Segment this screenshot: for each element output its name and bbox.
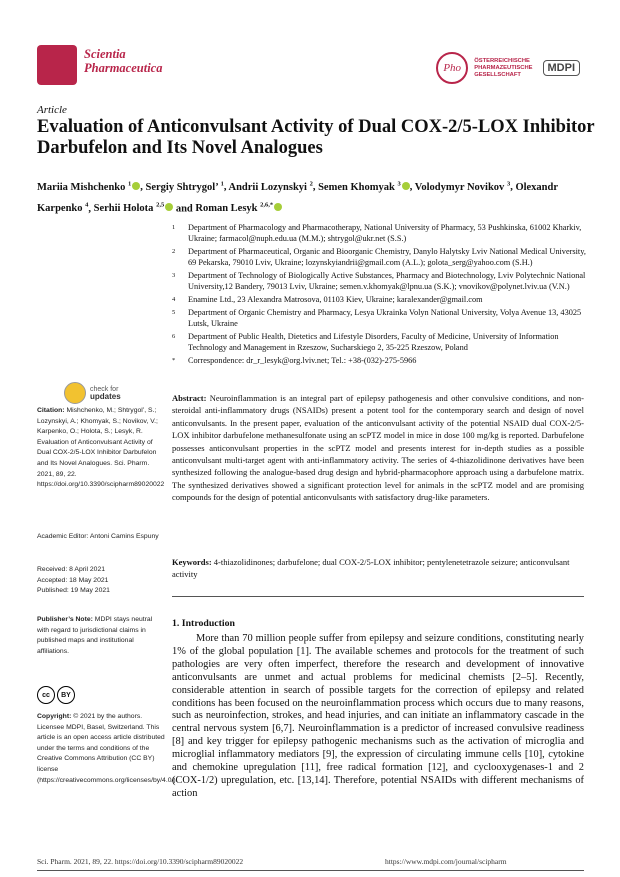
orcid-icon[interactable] (402, 182, 410, 190)
author-name[interactable]: Mariia Mishchenko $^1$ (37, 182, 140, 193)
affiliation-marker: 2 (172, 248, 176, 255)
author-affiliation-marker: 2,6,* (260, 201, 274, 209)
dates-block: Received: 8 April 2021 Accepted: 18 May 2021 Published: 19 May 2021 (37, 566, 110, 595)
citation-block: Citation: Mishchenko, M.; Shtrygol’, S.; Lozynskyi, A.; Khomyak, S.; Novikov, V.; Karpenko, O.; Holota, S.; Lesyk, R. Evaluation of Anticonvulsant Activity of Dual COX-2/5-LOX Inhibitor Darbufelon and Its Novel Analogues. Sci. Pharm. 2021, 89, 22. https://doi.org/10.3390/scipharm89020022 (37, 407, 165, 489)
author-name[interactable]: Roman Lesyk $^{2,6,*}$ (195, 203, 282, 214)
affiliation-text: Department of Pharmaceutical, Organic and Bioorganic Chemistry, Danylo Halytsky Lviv National Medical University, 69 Pekarska, 79010 Lviv, Ukraine; lozynskyiandrii@gmail.com (A.L.); golota_serg@yahoo.com (S.H.) (188, 247, 586, 267)
journal-logo (37, 45, 77, 85)
affiliation-text: Department of Pharmacology and Pharmacotherapy, National University of Pharmacy, 53 Pushkinska, 61002 Kharkiv, Ukraine; farmacol@nuph.edu.ua (M.M.); shtrygol@ukr.net (S.S.) (188, 223, 582, 243)
author-affiliation-marker: 1 (220, 180, 224, 187)
orcid-icon[interactable] (274, 203, 282, 211)
mdpi-logo[interactable]: MDPI (543, 60, 581, 76)
affiliation-item (172, 294, 592, 305)
affiliation-marker: 1 (172, 224, 176, 231)
article-title: Evaluation of Anticonvulsant Activity of Dual COX-2/5-LOX Inhibitor Darbufelon and Its Novel Analogues (37, 117, 595, 158)
footer-journal-link[interactable]: https://www.mdpi.com/journal/scipharm (385, 857, 507, 866)
section-heading: 1. Introduction (172, 618, 235, 629)
author-affiliation-marker: 3 (506, 180, 511, 187)
affiliation-text: Department of Public Health, Dietetics and Lifestyle Disorders, Faculty of Medicine, University of Information Technology and Management in Rzeszow, Sucharskiego 2, 35-225 Rzeszow, Poland (188, 332, 559, 352)
author-list: Mariia Mishchenko $^1$ , Sergiy Shtrygol’ $^1$, Andrii Lozynskyi $^2$, Semen Khomyak $^3$ , Volodymyr Novikov $^3$, Olexandr Karpenko $^4$, Serhii Holota $^{2,5}$ and Roman Lesyk $^{2,6,*}$ (37, 180, 558, 214)
affiliation-item (172, 246, 592, 268)
cc-icon: cc (37, 686, 55, 704)
author-affiliation-marker: 3 (397, 180, 401, 187)
author-affiliation-marker: 1 (128, 180, 132, 187)
by-icon: BY (57, 686, 75, 704)
pho-name: ÖSTERREICHISCHE PHARMAZEUTISCHE GESELLSCHAFT (474, 57, 533, 78)
affiliation-marker: 5 (172, 309, 176, 316)
footer-citation: Sci. Pharm. 2021, 89, 22. https://doi.org/10.3390/scipharm89020022 (37, 857, 244, 866)
copyright-block: Copyright: © 2021 by the authors. Licensee MDPI, Basel, Switzerland. This article is an open access article distributed under the terms and conditions of the Creative Commons Attribution (CC BY) license (https://creativecommons.org/licenses/by/4.0/). (37, 713, 178, 784)
affiliation-marker: 6 (172, 333, 176, 340)
author-affiliation-marker: 2,5 (156, 201, 165, 209)
affiliation-item (172, 307, 592, 329)
author-name[interactable]: Volodymyr Novikov $^3$ (414, 180, 511, 193)
author-affiliation-marker: 2 (309, 180, 313, 187)
affiliation-text: Correspondence: dr_r_lesyk@org.lviv.net; Tel.: +38-(032)-275-5966 (188, 356, 417, 365)
author-name[interactable]: Serhii Holota $^{2,5}$ (94, 203, 174, 214)
affiliation-marker: 4 (172, 296, 176, 303)
affiliation-item (172, 331, 592, 353)
affiliation-marker: 3 (172, 272, 176, 279)
author-name[interactable]: Sergiy Shtrygol’ $^1$ (145, 180, 224, 193)
pho-logo-icon: Pho (436, 52, 468, 84)
affiliation-list (172, 222, 592, 368)
publisher-note: Publisher’s Note: MDPI stays neutral with regard to jurisdictional claims in published maps and institutional affiliations. (37, 616, 153, 655)
keywords: Keywords: 4-thiazolidinones; darbufelone; dual COX-2/5-LOX inhibitor; pentylenetetrazole seizure; anticonvulsant activity (172, 557, 570, 580)
affiliation-item (172, 270, 592, 292)
section-divider (172, 596, 584, 597)
check-updates-icon (64, 382, 86, 404)
cc-by-badge[interactable] (37, 686, 75, 704)
affiliation-text: Department of Technology of Biologically Active Substances, Pharmacy and Biotechnology, Lviv Polytechnic National University,12 Bandery, 79013 Lviv, Ukraine; semen.v.khomyak@lpnu.ua (S.K.); vnovikov@polynet.lviv.ua (V.N.) (188, 271, 586, 291)
author-name[interactable]: Andrii Lozynskyi $^2$ (228, 180, 313, 193)
affiliation-text: Department of Organic Chemistry and Pharmacy, Lesya Ukrainka Volyn National University, Volya Avenue 13, 43025 Lutsk, Ukraine (188, 308, 582, 328)
introduction-text: More than 70 million people suffer from epilepsy and seizure conditions, constituting nearly 1% of the global population [1]. The available schemes and protocols for the treatment of such pathologies are very often imperfect, therefore the research and development of innovative anticonvulsants are unmet and actual problems for medicinal chemists [2–5]. Recently, considerable attention in search of possible targets for the correction of epilepsy and related conditions has been focused on the neuroinflammation process which occurs due to many reasons, such as neuroinfection, strokes, and head injuries, and can initiate an inflammatory cascade in the central nervous system [6,7]. Neuroinflammation is a predictor of increased convulsive readiness [8] and key trigger for epilepsy pathogenic mechanisms such as the activation of microglia and microglial inflammatory mediators [9], the expression of circulating immune cells [10], cytokine and chemokine upregulation [11], free radical formation [12], and cyclooxygenases-1 and 2 (COX-1/2) upregulation, etc. [13,14]. Therefore, potential NSAIDs with different mechanisms of action (172, 633, 584, 799)
footer-rule (37, 870, 584, 871)
check-for-updates-button[interactable]: check for updates (64, 382, 121, 404)
publisher-logos (436, 52, 580, 84)
affiliation-item (172, 222, 592, 244)
author-affiliation-marker: 4 (85, 201, 89, 209)
author-name[interactable]: Semen Khomyak $^3$ (318, 182, 410, 193)
orcid-icon[interactable] (165, 203, 173, 211)
journal-name[interactable]: Scientia Pharmaceutica (84, 47, 163, 75)
orcid-icon[interactable] (132, 182, 140, 190)
affiliation-marker: * (172, 357, 176, 364)
article-type: Article (37, 104, 67, 116)
author-name[interactable]: Olexandr Karpenko $^4$ (37, 181, 558, 214)
affiliation-text: Enamine Ltd., 23 Alexandra Matrosova, 01103 Kiev, Ukraine; karalexander@gmail.com (188, 295, 483, 304)
abstract: Abstract: Neuroinflammation is an integral part of epilepsy pathogenesis and other convulsive conditions, and non-steroidal anti-inflammatory drugs (NSAIDs) present a potent tool for the contemporary search and design of novel anticonvulsants. In the present paper, evaluation of the anticonvulsant activity of the potential NSAID dual COX-2/5-LOX inhibitor darbufelone methanesulfonate using an scPTZ model in mice in dose 100 mg/kg is reported. Darbufelone possesses anticonvulsant properties in the scPTZ model and presents interest for in-depth studies as a possible anticonvulsant multi-target agent with anti-inflammatory activity. The series of 4-thiazolidinone derivatives have been synthesized following the analogue-based drug design and hybrid-pharmacophore approach using a darbufelone matrix. The synthesized derivatives showed a significant protection level for animals in the scPTZ model and are promising compounds for the design of potential anticonvulsants with satisfactory drug-like parameters. (172, 393, 584, 503)
academic-editor: Academic Editor: Antoni Camins Espuny (37, 533, 159, 540)
affiliation-item (172, 355, 592, 366)
